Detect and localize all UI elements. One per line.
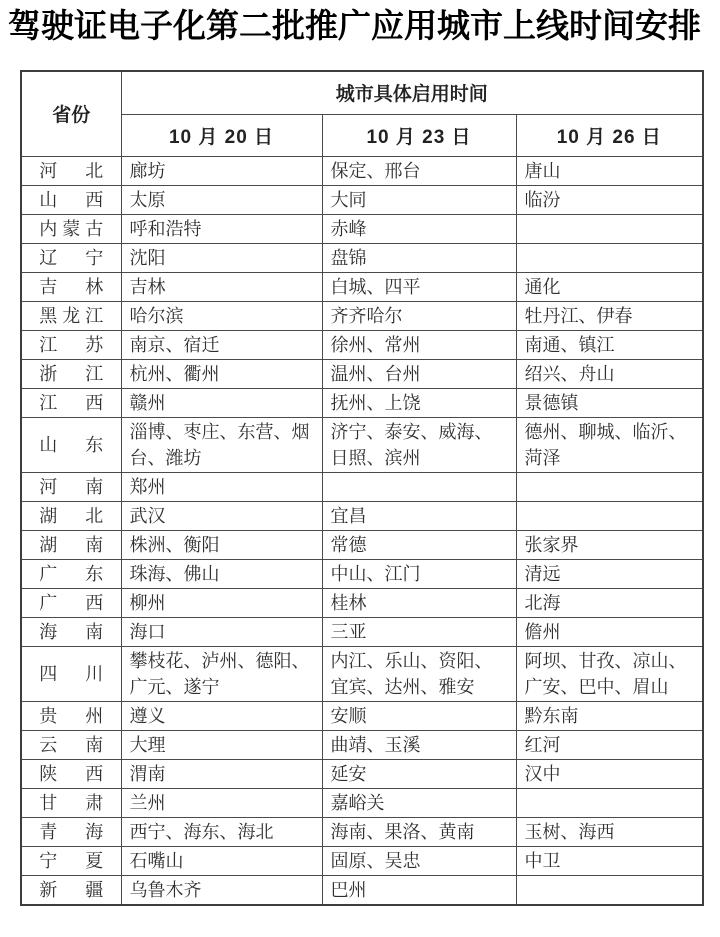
province-cell — [21, 186, 121, 215]
table-row — [21, 618, 703, 647]
city-cell: 大理 — [121, 731, 322, 760]
province-cell — [21, 560, 121, 589]
city-cell: 赣州 — [121, 389, 322, 418]
city-cell: 安顺 — [322, 702, 516, 731]
city-cell: 清远 — [516, 560, 703, 589]
city-cell: 玉树、海西 — [516, 818, 703, 847]
city-cell: 徐州、常州 — [322, 331, 516, 360]
city-cell: 唐山 — [516, 157, 703, 186]
header-date-oct23: 10 月 23 日 — [322, 115, 516, 157]
table-row — [21, 647, 703, 702]
city-cell: 珠海、佛山 — [121, 560, 322, 589]
table-row — [21, 473, 703, 502]
city-cell: 三亚 — [322, 618, 516, 647]
table-row — [21, 847, 703, 876]
province-name: 湖南 — [39, 535, 104, 556]
city-cell: 桂林 — [322, 589, 516, 618]
table-row — [21, 215, 703, 244]
city-cell: 杭州、衢州 — [121, 360, 322, 389]
city-cell: 牡丹江、伊春 — [516, 302, 703, 331]
city-cell: 宜昌 — [322, 502, 516, 531]
schedule-table — [20, 70, 704, 907]
header-date-oct26: 10 月 26 日 — [516, 115, 703, 157]
city-cell: 巴州 — [322, 876, 516, 906]
city-cell — [516, 215, 703, 244]
province-name: 内蒙古 — [39, 219, 104, 240]
city-cell — [516, 502, 703, 531]
province-name: 辽宁 — [39, 248, 104, 269]
city-cell: 哈尔滨 — [121, 302, 322, 331]
city-cell: 中山、江门 — [322, 560, 516, 589]
header-province: 省份 — [21, 71, 121, 157]
city-cell: 白城、四平 — [322, 273, 516, 302]
city-cell — [516, 876, 703, 906]
city-cell — [322, 473, 516, 502]
province-name: 山西 — [39, 190, 104, 211]
city-cell: 廊坊 — [121, 157, 322, 186]
city-cell: 嘉峪关 — [322, 789, 516, 818]
city-cell: 呼和浩特 — [121, 215, 322, 244]
province-name: 新疆 — [39, 880, 104, 901]
province-cell — [21, 760, 121, 789]
city-cell: 海口 — [121, 618, 322, 647]
city-cell: 中卫 — [516, 847, 703, 876]
province-name: 云南 — [39, 735, 104, 756]
province-cell — [21, 502, 121, 531]
city-cell: 海南、果洛、黄南 — [322, 818, 516, 847]
city-cell: 张家界 — [516, 531, 703, 560]
city-cell: 攀枝花、泸州、德阳、广元、遂宁 — [121, 647, 322, 702]
city-cell: 北海 — [516, 589, 703, 618]
table-row — [21, 502, 703, 531]
province-cell — [21, 360, 121, 389]
city-cell — [516, 789, 703, 818]
table-row — [21, 589, 703, 618]
province-cell — [21, 473, 121, 502]
province-cell — [21, 302, 121, 331]
table-body — [21, 157, 703, 906]
city-cell: 大同 — [322, 186, 516, 215]
table-row — [21, 302, 703, 331]
province-name: 青海 — [39, 822, 104, 843]
province-cell — [21, 589, 121, 618]
province-name: 湖北 — [39, 506, 104, 527]
city-cell: 曲靖、玉溪 — [322, 731, 516, 760]
city-cell: 武汉 — [121, 502, 322, 531]
table-row — [21, 389, 703, 418]
province-cell — [21, 215, 121, 244]
province-cell — [21, 389, 121, 418]
province-cell — [21, 876, 121, 906]
city-cell: 渭南 — [121, 760, 322, 789]
table-row — [21, 186, 703, 215]
province-cell — [21, 244, 121, 273]
city-cell: 南京、宿迁 — [121, 331, 322, 360]
header-group-label: 城市具体启用时间 — [121, 71, 703, 115]
city-cell: 通化 — [516, 273, 703, 302]
city-cell: 兰州 — [121, 789, 322, 818]
table-row — [21, 157, 703, 186]
table-row — [21, 760, 703, 789]
city-cell: 石嘴山 — [121, 847, 322, 876]
city-cell — [516, 244, 703, 273]
province-name: 四川 — [39, 664, 104, 685]
city-cell: 乌鲁木齐 — [121, 876, 322, 906]
city-cell — [516, 473, 703, 502]
city-cell: 常德 — [322, 531, 516, 560]
city-cell: 济宁、泰安、威海、日照、滨州 — [322, 418, 516, 473]
city-cell: 红河 — [516, 731, 703, 760]
province-cell — [21, 818, 121, 847]
city-cell: 柳州 — [121, 589, 322, 618]
province-name: 江西 — [39, 393, 104, 414]
city-cell: 绍兴、舟山 — [516, 360, 703, 389]
province-cell — [21, 273, 121, 302]
table-row — [21, 360, 703, 389]
province-cell — [21, 331, 121, 360]
header-row-dates — [21, 115, 703, 157]
table-row — [21, 273, 703, 302]
city-cell: 齐齐哈尔 — [322, 302, 516, 331]
province-cell — [21, 647, 121, 702]
city-cell: 温州、台州 — [322, 360, 516, 389]
city-cell: 赤峰 — [322, 215, 516, 244]
province-name: 河南 — [39, 477, 104, 498]
city-cell: 保定、邢台 — [322, 157, 516, 186]
page-title: 驾驶证电子化第二批推广应用城市上线时间安排 — [8, 9, 701, 45]
table-row — [21, 876, 703, 906]
province-cell — [21, 157, 121, 186]
province-name: 河北 — [39, 161, 104, 182]
province-name: 广东 — [39, 564, 104, 585]
city-cell: 太原 — [121, 186, 322, 215]
province-name: 广西 — [39, 593, 104, 614]
city-cell: 沈阳 — [121, 244, 322, 273]
province-name: 江苏 — [39, 335, 104, 356]
province-name: 陕西 — [39, 764, 104, 785]
city-cell: 德州、聊城、临沂、菏泽 — [516, 418, 703, 473]
city-cell: 汉中 — [516, 760, 703, 789]
header-row-group — [21, 71, 703, 115]
city-cell: 盘锦 — [322, 244, 516, 273]
province-name: 山东 — [39, 435, 104, 456]
city-cell: 遵义 — [121, 702, 322, 731]
city-cell: 南通、镇江 — [516, 331, 703, 360]
city-cell: 固原、吴忠 — [322, 847, 516, 876]
city-cell: 黔东南 — [516, 702, 703, 731]
province-cell — [21, 702, 121, 731]
city-cell: 郑州 — [121, 473, 322, 502]
city-cell: 内江、乐山、资阳、宜宾、达州、雅安 — [322, 647, 516, 702]
header-date-oct20: 10 月 20 日 — [121, 115, 322, 157]
city-cell: 西宁、海东、海北 — [121, 818, 322, 847]
city-cell: 淄博、枣庄、东营、烟台、潍坊 — [121, 418, 322, 473]
city-cell: 临汾 — [516, 186, 703, 215]
table-row — [21, 418, 703, 473]
province-cell — [21, 789, 121, 818]
province-cell — [21, 731, 121, 760]
table-row — [21, 702, 703, 731]
table-row — [21, 531, 703, 560]
city-cell: 抚州、上饶 — [322, 389, 516, 418]
city-cell: 株洲、衡阳 — [121, 531, 322, 560]
province-cell — [21, 531, 121, 560]
province-name: 贵州 — [39, 706, 104, 727]
province-name: 浙江 — [39, 364, 104, 385]
province-name: 甘肃 — [39, 793, 104, 814]
table-row — [21, 244, 703, 273]
table-header — [21, 71, 703, 157]
city-cell: 吉林 — [121, 273, 322, 302]
province-cell — [21, 618, 121, 647]
city-cell: 儋州 — [516, 618, 703, 647]
city-cell: 阿坝、甘孜、凉山、广安、巴中、眉山 — [516, 647, 703, 702]
city-cell: 延安 — [322, 760, 516, 789]
province-name: 吉林 — [39, 277, 104, 298]
city-cell: 景德镇 — [516, 389, 703, 418]
table-row — [21, 560, 703, 589]
province-cell — [21, 847, 121, 876]
table-row — [21, 789, 703, 818]
province-cell — [21, 418, 121, 473]
province-name: 宁夏 — [39, 851, 104, 872]
province-name: 海南 — [39, 622, 104, 643]
province-name: 黑龙江 — [39, 306, 104, 327]
table-row — [21, 818, 703, 847]
table-row — [21, 331, 703, 360]
table-row — [21, 731, 703, 760]
